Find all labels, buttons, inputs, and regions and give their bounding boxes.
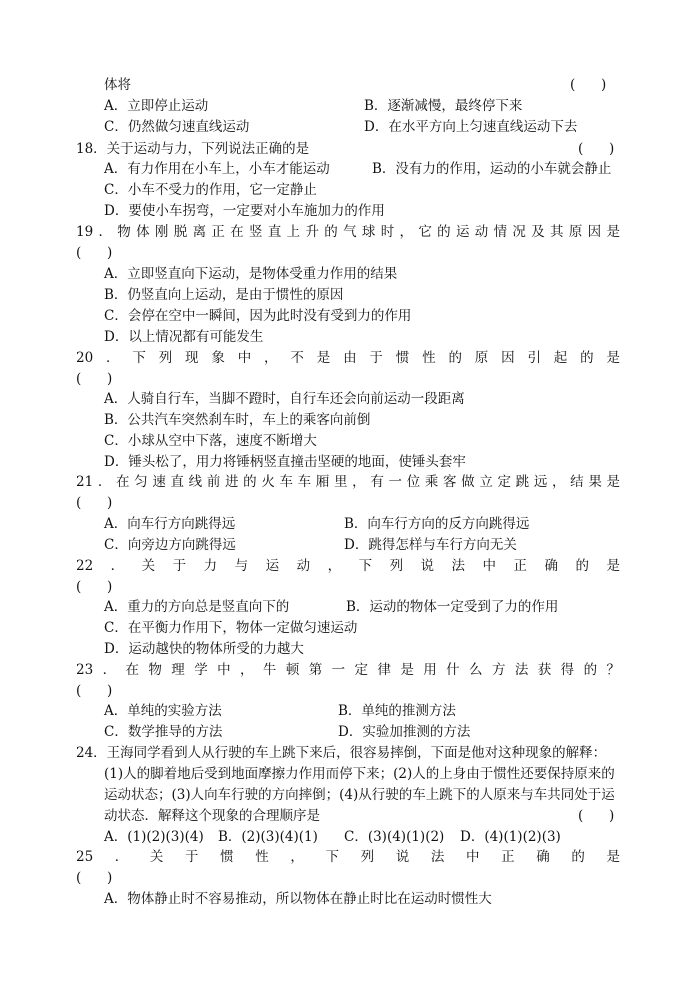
q21-option-c: C．向旁边方向跳得远: [104, 537, 236, 553]
q25-stem: 25．关于惯性，下列说法中正确的是: [76, 849, 620, 865]
q20-option-d: D．锤头松了，用力将锤柄竖直撞击坚硬的地面，使锤头套牢: [104, 454, 466, 470]
q19-option-d: D．以上情况都有可能发生: [104, 329, 264, 345]
q21-answer-blank: ( ): [76, 495, 113, 511]
q24-stem-line3: 运动状态；(3)人向车行驶的方向摔倒；(4)从行驶的车上跳下的人原来与车共同处于运: [104, 787, 615, 803]
q18-option-c: C．小车不受力的作用，它一定静止: [104, 182, 317, 198]
q18-option-d: D．要使小车拐弯，一定要对小车施加力的作用: [104, 203, 385, 219]
q24-option-a: A．(1)(2)(3)(4): [104, 829, 204, 845]
q21-option-a: A．向车行方向跳得远: [104, 516, 236, 532]
q22-stem: 22．关于力与运动，下列说法中正确的是: [76, 558, 620, 574]
q21-stem: 21．在匀速直线前进的火车车厢里，有一位乘客做立定跳远，结果是: [76, 474, 620, 490]
q22-option-b: B．运动的物体一定受到了力的作用: [346, 599, 559, 615]
q19-option-c: C．会停在空中一瞬间，因为此时没有受到力的作用: [104, 308, 412, 324]
q19-option-a: A．立即竖直向下运动，是物体受重力作用的结果: [104, 266, 398, 282]
q22-answer-blank: ( ): [76, 579, 113, 595]
q25-answer-blank: ( ): [76, 870, 113, 886]
q20-option-a: A．人骑自行车，当脚不蹬时，自行车还会向前运动一段距离: [104, 391, 465, 407]
q19-option-b: B．仍竖直向上运动，是由于惯性的原因: [104, 287, 344, 303]
q24-stem-line4: 动状态．解释这个现象的合理顺序是: [104, 808, 320, 824]
q21-option-b: B．向车行方向的反方向跳得远: [344, 516, 530, 532]
q22-option-a: A．重力的方向总是竖直向下的: [104, 599, 290, 615]
q17-option-c: C．仍然做匀速直线运动: [104, 119, 250, 135]
q20-option-c: C．小球从空中下落，速度不断增大: [104, 433, 317, 449]
q24-option-b: B．(2)(3)(4)(1): [218, 829, 318, 845]
q20-stem: 20．下列现象中，不是由于惯性的原因引起的是: [76, 350, 620, 366]
q23-option-a: A．单纯的实验方法: [104, 703, 222, 719]
q23-option-d: D．实验加推测的方法: [338, 724, 471, 740]
q23-answer-blank: ( ): [76, 683, 113, 699]
q23-option-c: C．数学推导的方法: [104, 724, 223, 740]
q24-option-d: D．(4)(1)(2)(3): [460, 829, 561, 845]
q19-stem: 19．物体刚脱离正在竖直上升的气球时，它的运动情况及其原因是: [76, 224, 620, 240]
q17-option-b: B．逐渐减慢，最终停下来: [364, 98, 523, 114]
q17-option-a: A．立即停止运动: [104, 98, 209, 114]
q24-stem-line2: (1)人的脚着地后受到地面摩擦力作用而停下来；(2)人的上身由于惯性还要保持原来的: [104, 766, 615, 782]
q20-option-b: B．公共汽车突然刹车时，车上的乘客向前倒: [104, 412, 371, 428]
q17-stem-tail: 体将: [104, 77, 131, 93]
q23-option-b: B．单纯的推测方法: [338, 703, 456, 719]
q18-stem: 18．关于运动与力，下列说法正确的是: [76, 141, 310, 157]
q21-option-d: D．跳得怎样与车行方向无关: [344, 537, 517, 553]
q22-option-c: C．在平衡力作用下，物体一定做匀速运动: [104, 620, 358, 636]
q22-option-d: D．运动越快的物体所受的力越大: [104, 641, 304, 657]
q25-option-a: A．物体静止时不容易推动，所以物体在静止时比在运动时惯性大: [104, 891, 492, 907]
q18-option-b: B．没有力的作用，运动的小车就会静止: [372, 161, 612, 177]
q24-stem-line1: 24．王海同学看到人从行驶的车上跳下来后，很容易摔倒，下面是他对这种现象的解释：: [76, 745, 607, 761]
q17-option-d: D．在水平方向上匀速直线运动下去: [364, 119, 578, 135]
q17-answer-blank: ( ): [570, 77, 607, 93]
q24-answer-blank: ( ): [578, 808, 615, 824]
q24-option-c: C．(3)(4)(1)(2): [344, 829, 445, 845]
q18-answer-blank: ( ): [578, 141, 615, 157]
q18-option-a: A．有力作用在小车上，小车才能运动: [104, 161, 330, 177]
q20-answer-blank: ( ): [76, 371, 113, 387]
q23-stem: 23．在物理学中，牛顿第一定律是用什么方法获得的？: [76, 662, 620, 678]
q19-answer-blank: ( ): [76, 245, 113, 261]
